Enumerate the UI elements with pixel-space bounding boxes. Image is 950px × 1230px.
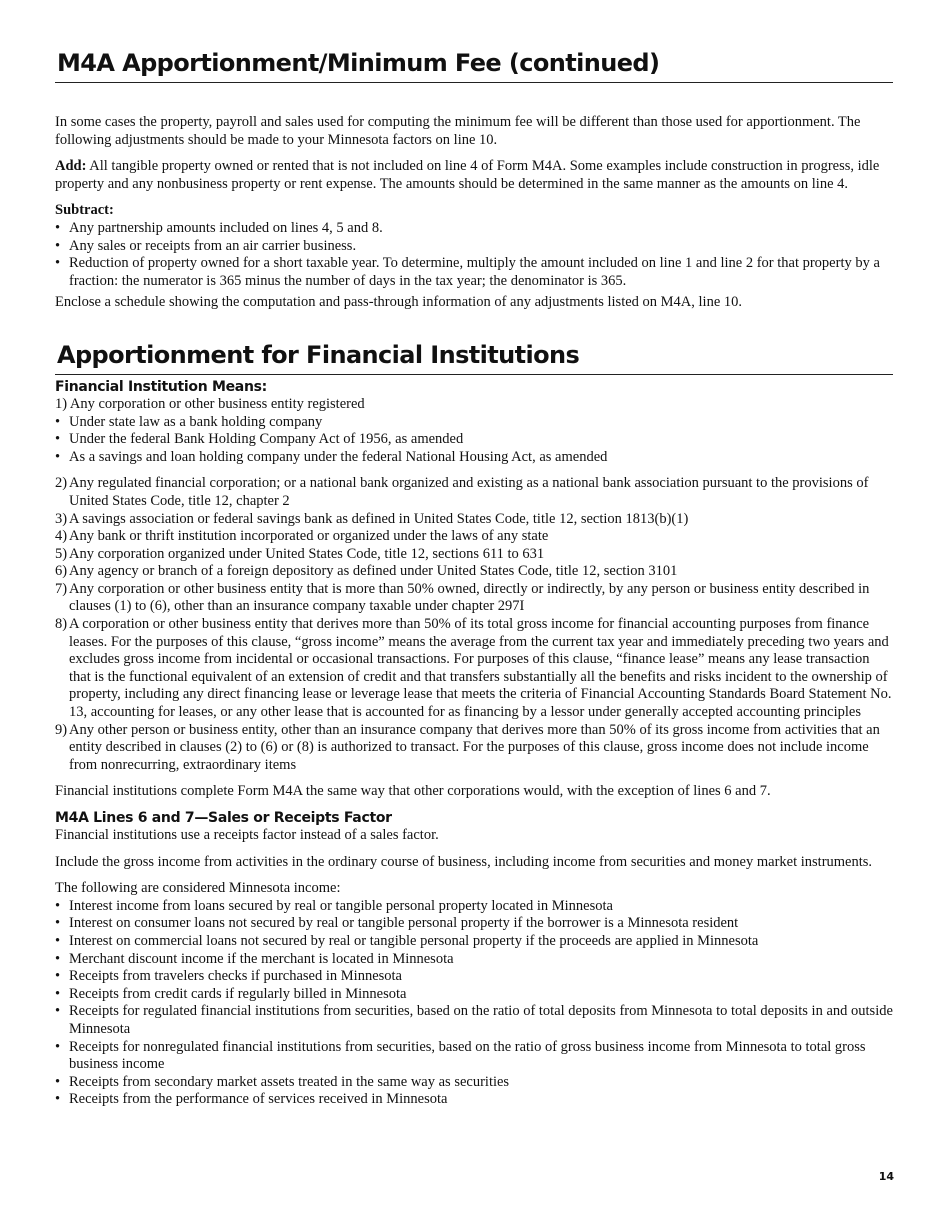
- clause-text: Any agency or branch of a foreign depository as defined under United States Code, title 12, section 3101: [69, 563, 678, 580]
- clause-1: 1) Any corporation or other business entity registered: [55, 395, 365, 412]
- subtract-label: Subtract:: [55, 202, 114, 219]
- clause-1-list: [55, 414, 893, 467]
- clause-number: 4): [55, 528, 68, 545]
- clause-text: Any corporation or other business entity that is more than 50% owned, directly or indirectly, by any person or business entity described in clauses (1) to (6), other than an insurance company taxable under chapter 297I: [69, 580, 870, 615]
- list-item: • Receipts from credit cards if regularly billed in Minnesota: [55, 986, 893, 1004]
- list-item: • Under state law as a bank holding company: [55, 414, 893, 432]
- list-item: • Reduction of property owned for a short taxable year. To determine, multiply the amount included on line 1 and line 2 for that property by a fraction: the numerator is 365 minus the number of days in the tax year; the denominator is 365.: [55, 255, 893, 290]
- financial-institution-means-heading: Financial Institution Means:: [55, 378, 267, 395]
- clause-text: Any other person or business entity, other than an insurance company that derives more than 50% of its gross income from activities that an entity described in clauses (2) to (6) or (8) is authorized to transact. For the purposes of this clause, gross income does not include income from nonrecurring, extraordinary items: [69, 721, 880, 773]
- clause-number: 9): [55, 721, 68, 738]
- list-item: • Any partnership amounts included on lines 4, 5 and 8.: [55, 220, 893, 238]
- intro-paragraph: In some cases the property, payroll and sales used for computing the minimum fee will be different than those used for apportionment. The following adjustments should be made to your Minnesota factors on line 10.: [55, 114, 861, 148]
- list-item: • Receipts for regulated financial institutions from securities, based on the ratio of total deposits from Minnesota to total deposits in and outside Minnesota: [55, 1003, 893, 1038]
- lines-6-7-heading: M4A Lines 6 and 7—Sales or Receipts Factor: [55, 810, 392, 826]
- add-label: Add:: [55, 158, 87, 175]
- page-content: [55, 48, 893, 1109]
- list-item: • Receipts from the performance of services received in Minnesota: [55, 1091, 893, 1109]
- clause-number: 8): [55, 616, 68, 633]
- list-item: • Interest on consumer loans not secured by real or tangible personal property if the borrower is a Minnesota resident: [55, 915, 893, 933]
- section-title-minimum-fee: M4A Apportionment/Minimum Fee (continued): [55, 48, 893, 83]
- list-item: • Interest income from loans secured by real or tangible personal property located in Minnesota: [55, 898, 893, 916]
- clause-item: [55, 616, 893, 722]
- clause-item: [55, 563, 893, 581]
- list-item: • Under the federal Bank Holding Company Act of 1956, as amended: [55, 431, 893, 449]
- clause-text: Any regulated financial corporation; or a national bank organized and existing as a national bank association pursuant to the provisions of United States Code, title 12, chapter 2: [69, 475, 869, 509]
- clause-text: A savings association or federal savings bank as defined in United States Code, title 12, section 1813(b)(1): [69, 510, 689, 527]
- clause-number: 5): [55, 545, 68, 562]
- clause-item: [55, 511, 893, 529]
- list-item: • Receipts from secondary market assets treated in the same way as securities: [55, 1074, 893, 1092]
- minnesota-income-list: [55, 898, 893, 1109]
- clause-item: [55, 581, 893, 616]
- clause-text: A corporation or other business entity that derives more than 50% of its total gross income for financial accounting purposes from finance leases. For the purposes of this clause, “gross income” means the average from the current tax year and immediately preceding two years and excludes gross income from incidental or occasional transactions. For purposes of this clause, “finance lease” means any lease transaction that is the functional equivalent of an extension of credit and that transfers substantially all the benefits and risks incident to the ownership of property, including any direct financing lease or leverage lease that meets the criteria of Financial Accounting Standards Board Statement No. 13, accounting for leases, or any other lease that is accounted for as financing by a lessor under generally accepted accounting principles: [69, 616, 892, 721]
- clause-number: 3): [55, 510, 68, 527]
- add-paragraph: [55, 158, 893, 193]
- page-number: 14: [878, 1170, 894, 1183]
- enclose-note: Enclose a schedule showing the computation and pass-through information of any adjustments listed on M4A, line 10.: [55, 294, 743, 311]
- clause-text: Any corporation organized under United States Code, title 12, sections 611 to 631: [69, 545, 545, 562]
- receipts-factor-note: Financial institutions use a receipts factor instead of a sales factor.: [55, 827, 439, 843]
- list-item: • Receipts for nonregulated financial institutions from securities, based on the ratio of gross business income from Minnesota to total gross business income: [55, 1039, 893, 1074]
- section-title-financial-institutions: Apportionment for Financial Institutions: [55, 340, 893, 375]
- clause-number: 7): [55, 580, 68, 597]
- list-item: • Interest on commercial loans not secured by real or tangible personal property if the proceeds are applied in Minnesota: [55, 933, 893, 951]
- clause-text: Any bank or thrift institution incorporated or organized under the laws of any state: [69, 528, 549, 545]
- clause-item: [55, 528, 893, 546]
- clause-item: [55, 546, 893, 564]
- clauses-list: [55, 475, 893, 774]
- complete-form-note: Financial institutions complete Form M4A the same way that other corporations would, with the exception of lines 6 and 7.: [55, 783, 771, 800]
- list-item: • As a savings and loan holding company under the federal National Housing Act, as amended: [55, 449, 893, 467]
- clause-number: 2): [55, 475, 68, 492]
- minnesota-income-intro: The following are considered Minnesota income:: [55, 880, 341, 897]
- clause-item: [55, 475, 893, 510]
- subtract-list: [55, 220, 893, 290]
- clause-number: 6): [55, 563, 68, 580]
- add-text: All tangible property owned or rented that is not included on line 4 of Form M4A. Some examples include construction in progress, idle property and any nonbusiness property or rent expense. The amounts should be determined in the same manner as the amounts on line 4.: [55, 158, 880, 192]
- list-item: • Any sales or receipts from an air carrier business.: [55, 238, 893, 256]
- list-item: • Receipts from travelers checks if purchased in Minnesota: [55, 968, 893, 986]
- clause-item: [55, 722, 893, 775]
- gross-income-note: Include the gross income from activities in the ordinary course of business, including income from securities and money market instruments.: [55, 853, 873, 870]
- list-item: • Merchant discount income if the merchant is located in Minnesota: [55, 951, 893, 969]
